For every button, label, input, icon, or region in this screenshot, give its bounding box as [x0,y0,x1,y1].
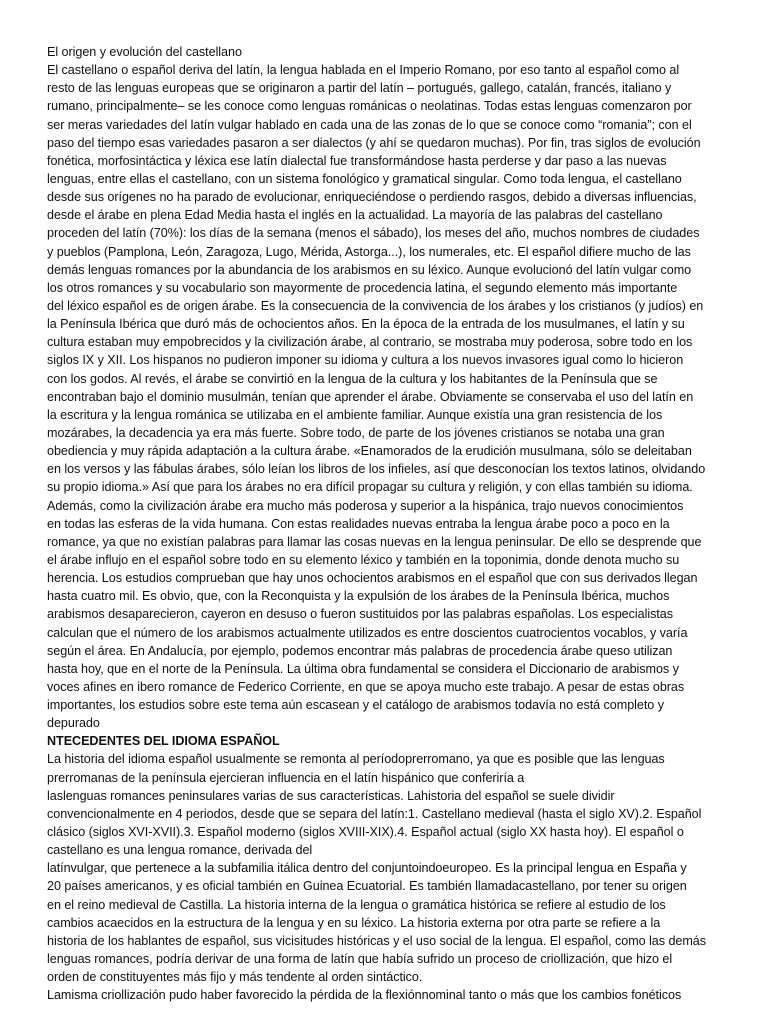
text-line: hasta cuatro mil. Es obvio, que, con la Reconquista y la expulsión de los árabes de la Península Ibérica, muchos [47,589,670,604]
text-line: fonética, morfosintáctica y léxica ese latín dialectal fue transformándose hasta perderse y dar paso a las nuevas [47,153,667,168]
text-line: ser meras variedades del latín vulgar hablado en cada una de las zonas de lo que se conoce como “romania”; con el [47,117,692,132]
text-line: y pueblos (Pamplona, León, Zaragoza, Lugo, Mérida, Astorga...), los numerales, etc. El español difiere mucho de las [47,244,691,259]
text-line: obediencia y muy rápida adaptación a la cultura árabe. «Enamorados de la erudición musulmana, sólo se deleitaban [47,444,692,459]
text-line: resto de las lenguas europeas que se originaron a partir del latín – portugués, gallego, catalán, francés, italiano y [47,81,672,96]
text-line: herencia. Los estudios comprueban que hay unos ochocientos arabismos en el español que con sus derivados llegan [47,571,698,586]
text-line: importantes, los estudios sobre este tema aún escasean y el catálogo de arabismos todavía no está completo y [47,698,664,713]
text-line: arabismos desaparecieron, cayeron en desuso o fueron sustituidos por las palabras españolas. Los especialistas [47,607,673,622]
text-line: la Península Ibérica que duró más de ochocientos años. En la época de la entrada de los musulmanes, el latín y su [47,317,685,332]
text-line: Además, como la civilización árabe era mucho más poderosa y superior a la hispánica, trajo nuevos conocimientos [47,498,684,513]
text-line: voces afines en ibero romance de Federico Corriente, en que se apoya mucho este trabajo. A pesar de estas obras [47,679,685,694]
text-line: paso del tiempo esas variedades pasaron a ser dialectos (y ahí se quedaron muchas). Por fin, tras siglos de evolución [47,135,701,150]
text-line: la escritura y la lengua románica se utilizaba en el ambiente familiar. Aunque existía una gran resistencia de los [47,407,663,422]
text-line: en todas las esferas de la vida humana. Con estas realidades nuevas entraba la lengua árabe poco a poco en la [47,516,670,531]
section-heading: NTECEDENTES DEL IDIOMA ESPAÑOL [47,734,280,749]
text-line: lenguas, entre ellas el castellano, con un sistema fonológico y gramatical singular. Como toda lengua, el castellano [47,171,682,186]
document-page [47,43,722,1004]
text-line: desde sus orígenes no ha parado de evolucionar, enriqueciéndose o perdiendo rasgos, debido a diversas influencias, [47,190,697,205]
text-line: latínvulgar, que pertenece a la subfamilia itálica dentro del conjuntoindoeuropeo. Es la principal lengua en España y [47,861,687,876]
text-line: clásico (siglos XVI-XVII).3. Español moderno (siglos XVIII-XIX).4. Español actual (siglo XX hasta hoy). El español o [47,825,684,840]
document-title: El origen y evolución del castellano [47,45,242,59]
text-line: El castellano o español deriva del latín, la lengua hablada en el Imperio Romano, por eso tanto al español como al [47,63,680,78]
text-line: lenguas romances, podría derivar de una forma de latín que había sufrido un proceso de criollización, que hizo el [47,952,673,967]
text-line: demás lenguas romances por la abundancia de los arabismos en su léxico. Aunque evolucionó del latín vulgar como [47,262,692,277]
text-line: su propio idioma.» Así que para los árabes no era difícil propagar su cultura y religión, y con ellas también su idioma. [47,480,693,495]
text-line: el árabe influjo en el español sobre todo en su elemento léxico y también en la toponimia, donde denota mucho su [47,552,680,567]
text-line: convencionalmente en 4 periodos, desde que se separa del latín:1. Castellano medieval (hasta el siglo XV).2. Español [47,806,702,821]
text-line: La historia del idioma español usualmente se remonta al períodoprerromano, ya que es posible que las lenguas [47,752,665,767]
text-line: Lamisma criollización pudo haber favorecido la pérdida de la flexiónnominal tanto o más que los cambios fonéticos [47,988,682,1003]
text-line: 20 países americanos, y es oficial también en Guinea Ecuatorial. Es también llamadacastellano, por tener su origen [47,879,687,894]
text-line: historia de los hablantes de español, sus vicisitudes históricas y el uso social de la lengua. El español, como las demás [47,933,706,948]
text-line: cultura estaban muy empobrecidos y la civilización árabe, al contrario, se mostraba muy poderosa, sobre todo en los [47,335,693,350]
text-line: calculan que el número de los arabismos actualmente utilizados es entre doscientos cuatrocientos vocablos, y varía [47,625,688,640]
text-line: desde el árabe en plena Edad Media hasta el inglés en la actualidad. La mayoría de las palabras del castellano [47,208,663,223]
text-line: del léxico español es de origen árabe. Es la consecuencia de la convivencia de los árabes y los cristianos (y judíos) en [47,298,704,313]
text-line: prerromanas de la península ejercieran influencia en el latín hispánico que conferiría a [47,770,525,785]
text-line: romance, ya que no existían palabras para llamar las cosas nuevas en la lengua peninsular. De ello se desprende que [47,534,702,549]
text-line: cambios acaecidos en la estructura de la lengua y en su léxico. La historia externa por otra parte se refiere a la [47,915,661,930]
text-line: depurado [47,716,100,731]
text-line: castellano es una lengua romance, derivada del [47,843,313,858]
text-line: encontraban bajo el dominio musulmán, tenían que aprender el árabe. Obviamente se conservaba el uso del latín en [47,389,694,404]
text-line: laslenguas romances peninsulares varias de sus características. Lahistoria del español se suele dividir [47,788,615,803]
text-line: en los versos y las fábulas árabes, sólo leían los libros de los infieles, así que desconocían los textos latinos, olvidando [47,462,706,477]
text-line: los otros romances y su vocabulario son mayormente de procedencia latina, el segundo elemento más importante [47,280,678,295]
text-line: orden de constituyentes más fijo y más tendente al orden sintáctico. [47,970,423,985]
text-line: según el área. En Andalucía, por ejemplo, podemos encontrar más palabras de procedencia árabe queso utilizan [47,643,673,658]
text-line: hasta hoy, que en el norte de la Península. La última obra fundamental se considera el Diccionario de arabismos y [47,661,679,676]
text-line: en el reino medieval de Castilla. La historia interna de la lengua o gramática histórica se refiere al estudio de los [47,897,666,912]
text-line: con los godos. Al revés, el árabe se convirtió en la lengua de la cultura y los habitantes de la Península que se [47,371,658,386]
text-line: siglos IX y XII. Los hispanos no pudieron imponer su idioma y cultura a los nuevos invasores igual como lo hicieron [47,353,684,368]
text-line: mozárabes, la decadencia ya era más fuerte. Sobre todo, de parte de los jóvenes cristianos se notaba una gran [47,425,665,440]
text-line: rumano, principalmente– se les conoce como lenguas románicas o neolatinas. Todas estas lenguas comenzaron por [47,99,692,114]
text-line: proceden del latín (70%): los días de la semana (menos el sábado), los meses del año, muchos nombres de ciudades [47,226,700,241]
